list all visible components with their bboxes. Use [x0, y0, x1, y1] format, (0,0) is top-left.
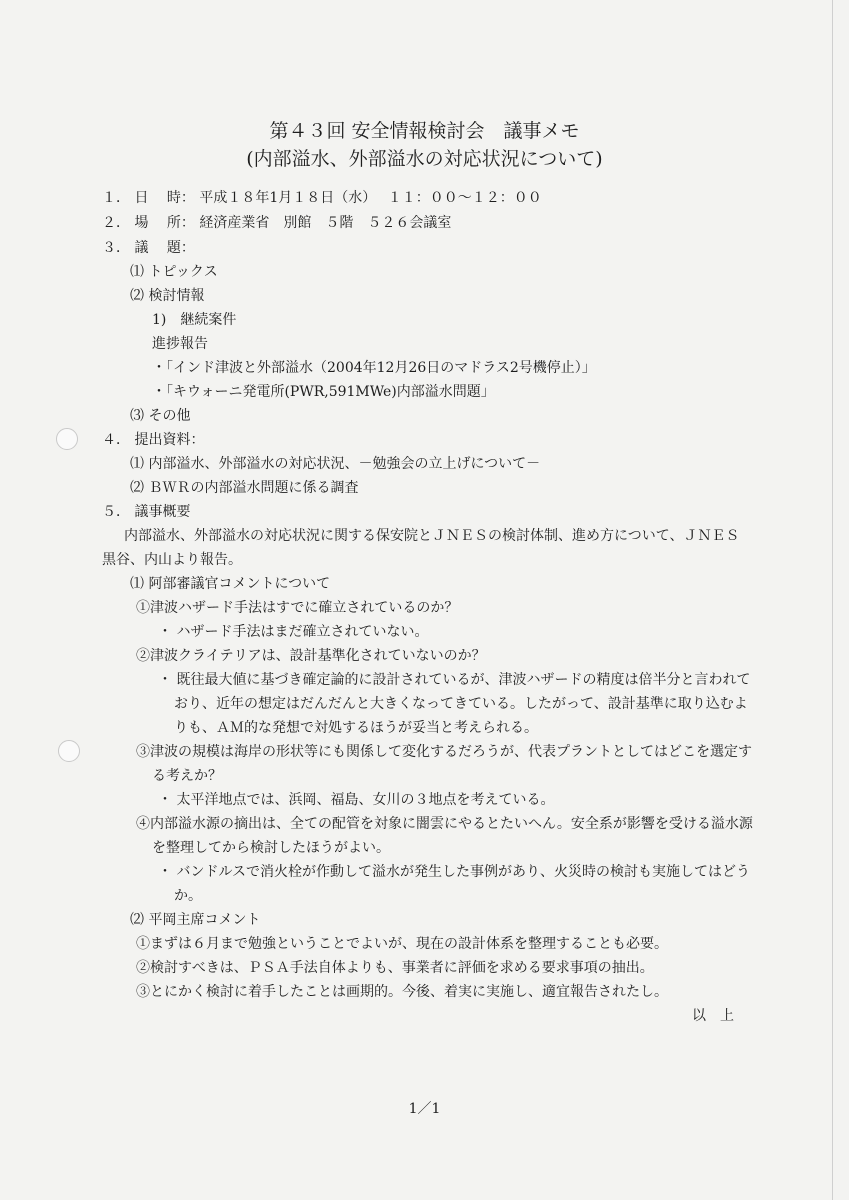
hiraoka-comments-heading: ⑵ 平岡主席コメント	[130, 912, 261, 928]
item-agenda: ３． 議 題：	[102, 240, 195, 256]
page-edge-line	[832, 0, 833, 1200]
material-1: ⑴ 内部溢水、外部溢水の対応状況、－勉強会の立上げについて－	[130, 456, 541, 472]
answer-2-line-3: りも、ＡＭ的な発想で対処するほうが妥当と考えられる。	[174, 720, 538, 736]
question-3-line-2: る考えか？	[152, 768, 222, 784]
comment-2: ②検討すべきは、ＰＳＡ手法自体よりも、事業者に評価を求める要求事項の抽出。	[136, 960, 654, 976]
answer-2-line-1: ・ 既往最大値に基づき確定論的に設計されているが、津波ハザードの精度は倍半分と言われて	[158, 672, 751, 688]
abe-comments-heading: ⑴ 阿部審議官コメントについて	[130, 576, 331, 592]
comment-1: ①まずは６月まで勉強ということでよいが、現在の設計体系を整理することも必要。	[136, 936, 668, 952]
summary-intro-line-1: 内部溢水、外部溢水の対応状況に関する保安院とＪＮＥＳの検討体制、進め方について、ＪＮＥＳ	[124, 528, 740, 544]
item-summary: ５． 議事概要	[102, 504, 191, 520]
item-place: ２． 場 所： 経済産業省 別館 ５階 ５２６会議室	[102, 215, 452, 231]
agenda-case-india-tsunami: ・「インド津波と外部溢水（2004年12月26日のマドラス2号機停止）」	[152, 360, 596, 376]
answer-2-line-2: おり、近年の想定はだんだんと大きくなってきている。したがって、設計基準に取り込むよ	[174, 696, 748, 712]
agenda-progress-report: 進捗報告	[152, 336, 208, 352]
answer-4-line-2: か。	[174, 888, 202, 904]
agenda-continuing-cases: 1) 継続案件	[152, 312, 237, 328]
title-line-2: (内部溢水、外部溢水の対応状況について)	[246, 148, 603, 170]
closing-mark: 以 上	[692, 1008, 734, 1024]
question-2: ②津波クライテリアは、設計基準化されていないのか？	[136, 648, 486, 664]
title-line-1: 第４３回 安全情報検討会 議事メモ	[269, 120, 580, 142]
question-4-line-1: ④内部溢水源の摘出は、全ての配管を対象に闇雲にやるとたいへん。安全系が影響を受ける溢水源	[136, 816, 753, 832]
answer-3: ・ 太平洋地点では、浜岡、福島、女川の３地点を考えている。	[158, 792, 555, 808]
answer-4-line-1: ・ バンドルスで消火栓が作動して溢水が発生した事例があり、火災時の検討も実施してはどう	[158, 864, 751, 880]
question-3-line-1: ③津波の規模は海岸の形状等にも関係して変化するだろうが、代表プラントとしてはどこを選定す	[136, 744, 752, 760]
question-1: ①津波ハザード手法はすでに確立されているのか？	[136, 600, 459, 616]
item-materials: ４． 提出資料：	[102, 432, 205, 448]
material-2: ⑵ ＢＷＲの内部溢水問題に係る調査	[130, 480, 359, 496]
agenda-case-kewaunee: ・「キウォーニ発電所(PWR,591MWe)内部溢水問題」	[152, 384, 495, 400]
punch-hole-bottom	[58, 740, 80, 762]
punch-hole-top	[56, 428, 78, 450]
item-date: １． 日 時： 平成１８年1月１８日（水） １１：００～１２：００	[102, 190, 542, 206]
comment-3: ③とにかく検討に着手したことは画期的。今後、着実に実施し、適宜報告されたし。	[136, 984, 668, 1000]
agenda-topics: ⑴ トピックス	[130, 264, 218, 280]
answer-1: ・ ハザード手法はまだ確立されていない。	[158, 624, 429, 640]
question-4-line-2: を整理してから検討したほうがよい。	[152, 840, 390, 856]
page-number: 1／1	[408, 1101, 441, 1117]
summary-intro-line-2: 黒谷、内山より報告。	[102, 552, 242, 568]
agenda-other: ⑶ その他	[130, 408, 191, 424]
agenda-review-info: ⑵ 検討情報	[130, 288, 205, 304]
